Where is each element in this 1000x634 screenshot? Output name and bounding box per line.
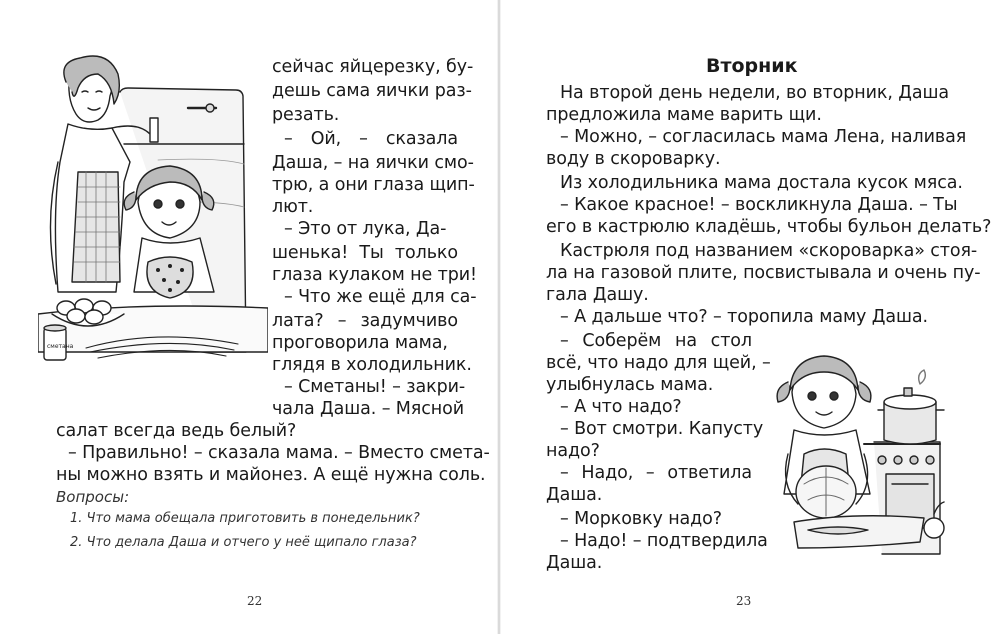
text-line: Даша, – на яички смо- <box>272 153 474 173</box>
text-line: глаза кулаком не три! <box>272 265 477 285</box>
text-line: резать. <box>272 105 340 125</box>
text-line: всё, что надо для щей, – <box>546 353 771 373</box>
left-page <box>0 0 498 634</box>
text-line: – Можно, – согласилась мама Лена, наливая <box>560 127 967 147</box>
text-line: лют. <box>272 197 314 217</box>
text-line: сейчас яйцерезку, бу- <box>272 57 474 77</box>
text-line: воду в скороварку. <box>546 149 721 169</box>
text-line: – Вот смотри. Капусту <box>560 419 764 439</box>
text-line: – А что надо? <box>560 397 682 417</box>
text-line: его в кастрюлю кладёшь, чтобы бульон делать? <box>546 217 992 237</box>
text-line: надо? <box>546 441 600 461</box>
text-line: лата? – задумчиво <box>272 311 458 331</box>
text-line: – Что же ещё для са- <box>284 287 477 307</box>
girl-with-cabbage-at-stove-illustration <box>774 344 974 574</box>
page-number: 22 <box>247 594 263 608</box>
text-line: – А дальше что? – торопила маму Даша. <box>560 307 928 327</box>
text-line: – Это от лука, Да- <box>284 219 447 239</box>
text-line: шенька! Ты только <box>272 243 458 263</box>
text-line: – Надо! – подтвердила <box>560 531 768 551</box>
right-page <box>500 0 1000 634</box>
jar-label: сметана <box>47 343 74 350</box>
text-line: – Морковку надо? <box>560 509 722 529</box>
text-line: Даша. <box>546 553 603 573</box>
text-line: Даша. <box>546 485 603 505</box>
text-line: гала Дашу. <box>546 285 649 305</box>
text-line: – Сметаны! – закри- <box>284 377 466 397</box>
text-line: – Правильно! – сказала мама. – Вместо смета- <box>68 443 490 463</box>
text-line: – Какое красное! – воскликнула Даша. – Ты <box>560 195 958 215</box>
text-line: проговорила мама, <box>272 333 448 353</box>
text-line: – Ой, – сказала <box>284 129 458 149</box>
text-line: Из холодильника мама достала кусок мяса. <box>560 173 963 193</box>
text-line: салат всегда ведь белый? <box>56 421 297 441</box>
text-line: трю, а они глаза щип- <box>272 175 475 195</box>
text-line: предложила маме варить щи. <box>546 105 822 125</box>
text-line: улыбнулась мама. <box>546 375 714 395</box>
question-item: 2. Что делала Даша и отчего у неё щипало глаза? <box>70 535 417 550</box>
page-number: 23 <box>736 594 752 608</box>
text-line: На второй день недели, во вторник, Даша <box>560 83 950 103</box>
text-line: дешь сама яички раз- <box>272 81 472 101</box>
text-line: чала Даша. – Мясной <box>272 399 464 419</box>
text-line: глядя в холодильник. <box>272 355 472 375</box>
question-item: 1. Что мама обещала приготовить в понедельник? <box>70 511 420 526</box>
text-line: – Соберём на стол <box>560 331 752 351</box>
mother-and-daughter-at-fridge-illustration <box>38 52 268 382</box>
text-line: ны можно взять и майонез. А ещё нужна соль. <box>56 465 486 485</box>
questions-title: Вопросы: <box>56 488 130 506</box>
chapter-heading: Вторник <box>706 55 798 77</box>
text-line: – Надо, – ответила <box>560 463 752 483</box>
text-line: Кастрюля под названием «скороварка» стоя- <box>560 241 978 261</box>
text-line: ла на газовой плите, посвистывала и очень пу- <box>546 263 981 283</box>
